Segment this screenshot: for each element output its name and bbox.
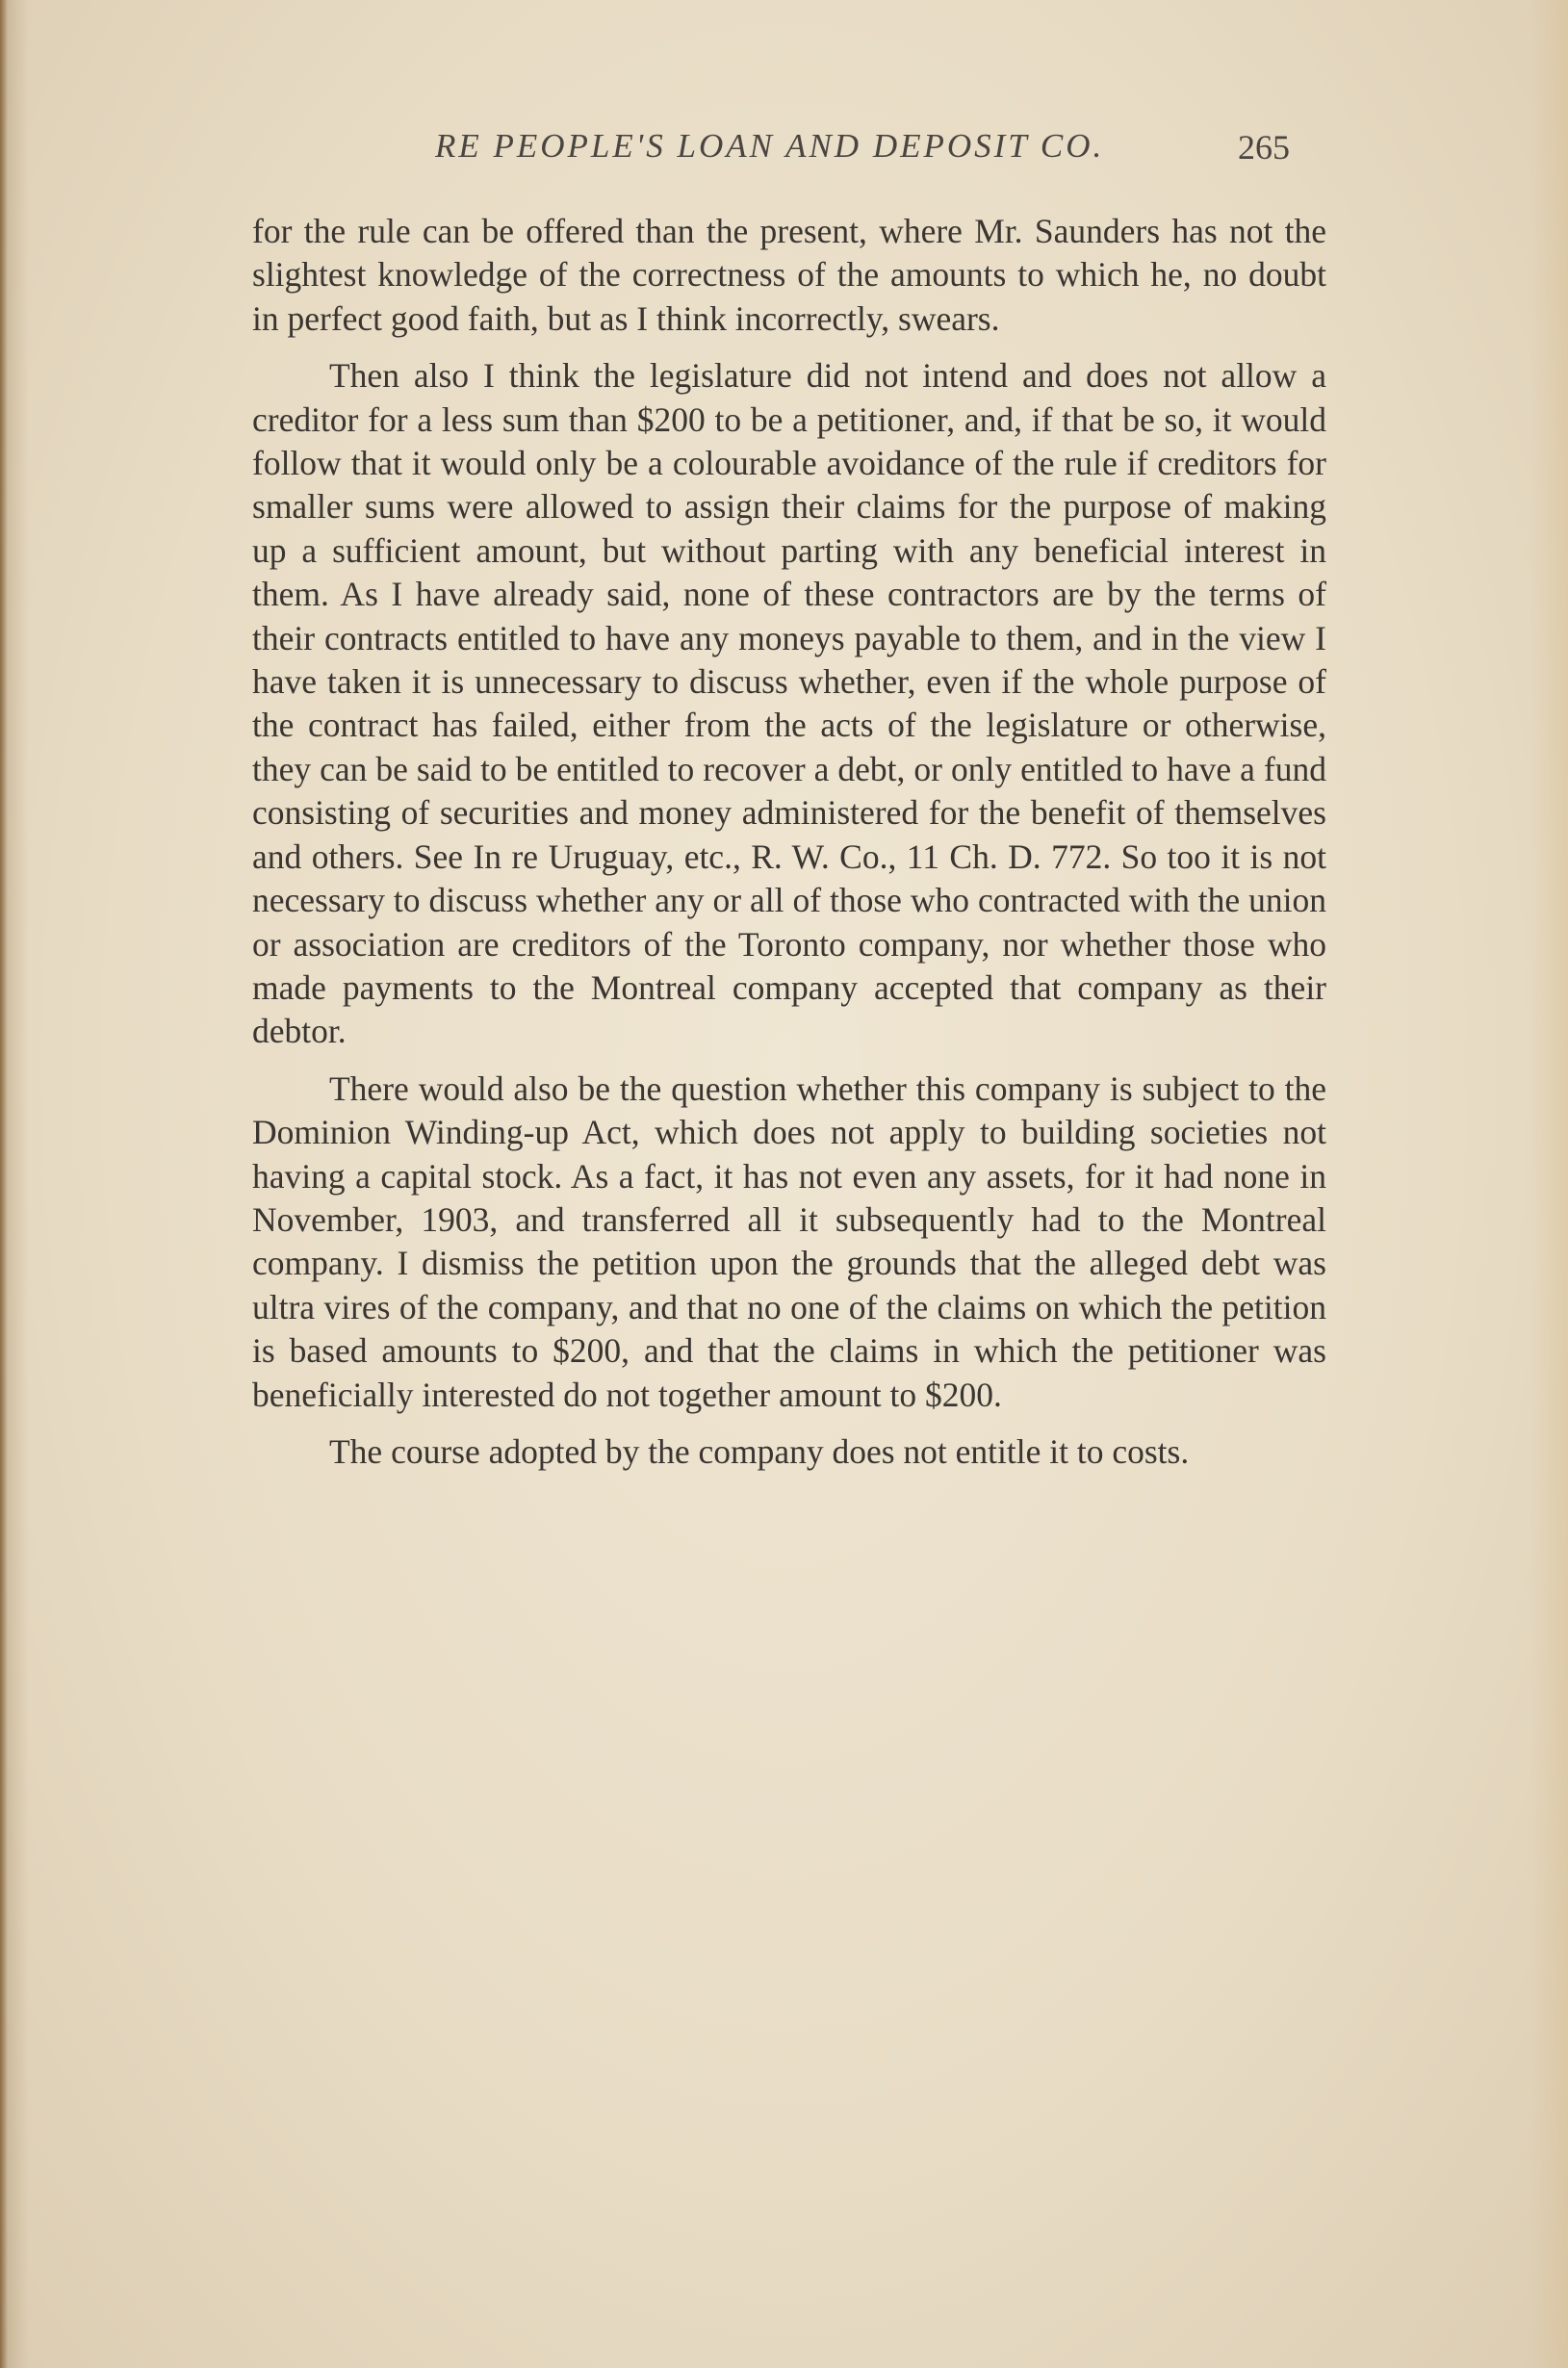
page-binding-edge [0,0,8,2368]
paragraph-continuation: for the rule can be offered than the present, where Mr. Saunders has not the slightest knowledge of the correctness of the amounts to which he, no doubt in perfect good faith, but as I think incorrectly, swears. [252,212,1326,338]
running-head [252,127,1290,175]
paragraph: Then also I think the legislature did not intend and does not allow a creditor for a less sum than $200 to be a petitioner, and, if that be so, it would follow that it would only be a colourable avoidance of the rule if creditors for smaller sums were allowed to assign their claims for the purpose of making up a sufficient amount, but without parting with any beneficial interest in them. As I have already said, none of these contractors are by the terms of their contracts entitled to have any moneys payable to them, and in the view I have taken it is unnecessary to discuss whether, even if the whole purpose of the contract has failed, either from the acts of the legislature or otherwise, they can be said to be entitled to recover a debt, or only entitled to have a fund consisting of securities and money administered for the benefit of themselves and others. See In re Uruguay, etc., R. W. Co., 11 Ch. D. 772. So too it is not necessary to discuss whether any or all of those who contracted with the union or association are creditors of the Toronto company, nor whether those who made payments to the Montreal company accepted that company as their debtor. [252,356,1326,1051]
body-text [252,210,1326,1487]
running-title: RE PEOPLE'S LOAN AND DEPOSIT CO. [435,127,1105,165]
paragraph: There would also be the question whether this company is subject to the Dominion Winding-up Act, which does not apply to building societies not having a capital stock. As a fact, it has not even any assets, for it had none in November, 1903, and transferred all it subsequently had to the Montreal company. I dismiss the petition upon the grounds that the alleged debt was ultra vires of the company, and that no one of the claims on which the petition is based amounts to $200, and that the claims in which the petitioner was beneficially interested do not together amount to $200. [252,1068,1326,1414]
paragraph: The course adopted by the company does not entitle it to costs. [329,1431,1190,1471]
page-number: 265 [1238,128,1290,167]
